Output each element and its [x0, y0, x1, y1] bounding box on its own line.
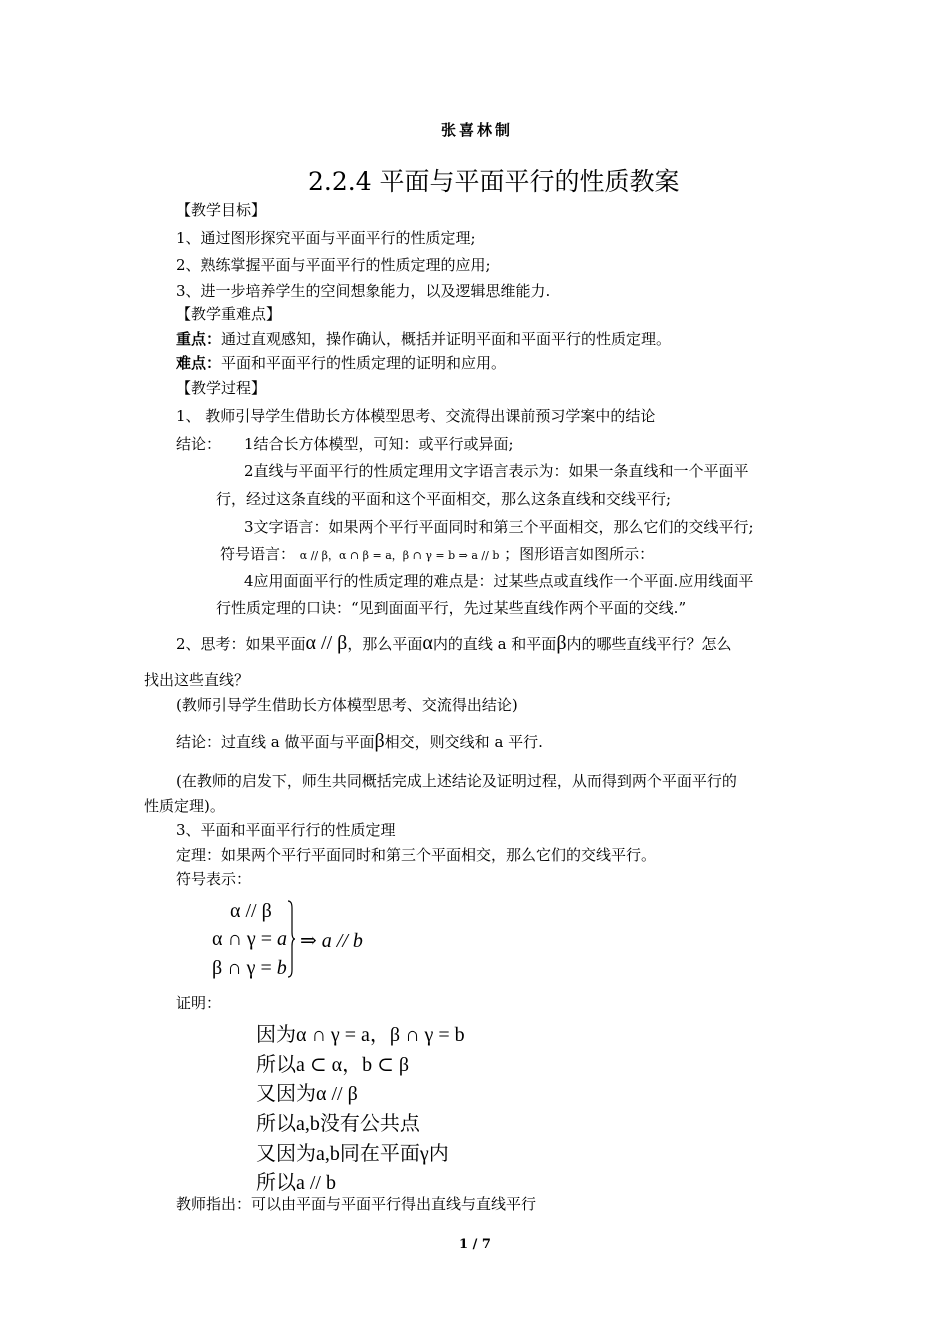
formula-line1: α // β: [230, 900, 272, 922]
key-difficult: [176, 356, 506, 371]
conclusion-4-line2: 行性质定理的口诀：“见到面面平行，先过某些直线作两个平面的交线.”: [216, 599, 687, 617]
formula-result: [300, 928, 363, 953]
formula-var: a // b: [321, 930, 363, 952]
proof-line: 所以a // b: [256, 1172, 336, 1194]
conclusion-1: 1结合长方体模型，可知：或平行或异面;: [244, 435, 514, 453]
summary-line2: 性质定理)。: [144, 797, 225, 815]
symbol-expression: α // β，α ∩ β = a，β ∩ γ = b ⇒ a // b: [299, 549, 500, 562]
question-2-conclusion: [176, 731, 543, 751]
section-goals: 【教学目标】: [176, 201, 267, 219]
question-2-note: (教师引导学生借助长方体模型思考、交流得出结论): [176, 696, 518, 714]
question-text: 内的直线 a 和平面: [432, 635, 557, 653]
conclusion-3-symbol-line: [220, 547, 654, 562]
parallel-symbol: α // β: [305, 632, 348, 654]
implies-symbol: ⇒: [300, 930, 322, 952]
proof-line: 又因为α // β: [256, 1083, 358, 1105]
formula-var: a: [277, 928, 288, 950]
question-text: ，那么平面: [347, 635, 423, 653]
conclusion-4-line1: 4应用面面平行的性质定理的难点是：过某些点或直线作一个平面.应用线面平: [244, 572, 754, 590]
process-step3: 3、平面和平面平行行的性质定理: [176, 821, 396, 839]
section-process: 【教学过程】: [176, 379, 267, 397]
question-2-line1: [176, 633, 732, 653]
difficult-text: 平面和平面平行的性质定理的证明和应用。: [221, 354, 507, 372]
beta-symbol: β: [374, 730, 385, 752]
proof-line: 所以a,b没有公共点: [256, 1113, 420, 1135]
formula-line2: [212, 928, 287, 951]
process-step1: 1、 教师引导学生借助长方体模型思考、交流得出课前预习学案中的结论: [176, 407, 656, 425]
right-brace-icon: [287, 900, 295, 978]
question-2-line2: 找出这些直线？: [144, 671, 250, 689]
conclusion-text: 结论：过直线 a 做平面与平面: [176, 733, 375, 751]
question-text: 内的哪些直线平行？怎么: [566, 635, 732, 653]
teacher-note: 教师指出：可以由平面与平面平行得出直线与直线平行: [176, 1195, 537, 1213]
graphic-language-text: ；图形语言如图所示：: [504, 545, 655, 563]
goal-item: 1、通过图形探究平面与平面平行的性质定理;: [176, 229, 476, 247]
symbol-label: 符号表示：: [176, 870, 252, 888]
proof-label: 证明：: [176, 994, 222, 1012]
important-label: 重点：: [176, 330, 222, 348]
theorem-text: 定理：如果两个平行平面同时和第三个平面相交，那么它们的交线平行。: [176, 846, 657, 864]
important-text: 通过直观感知，操作确认，概括并证明平面和平面平行的性质定理。: [221, 330, 672, 348]
formula-var: b: [276, 957, 287, 979]
proof-line: 因为α ∩ γ = a，β ∩ γ = b: [256, 1024, 465, 1046]
symbol-language-label: 符号语言：: [220, 545, 296, 563]
formula-text: α ∩ γ =: [212, 928, 278, 950]
beta-symbol: β: [556, 632, 567, 654]
section-key-points: 【教学重难点】: [176, 305, 282, 323]
summary-line1: (在教师的启发下，师生共同概括完成上述结论及证明过程，从而得到两个平面平行的: [176, 772, 737, 790]
conclusion-3-line1: 3文字语言：如果两个平行平面同时和第三个平面相交，那么它们的交线平行;: [244, 518, 754, 536]
page-number: 1 / 7: [459, 1237, 491, 1252]
alpha-symbol: α: [422, 632, 433, 654]
formula-text: β ∩ γ =: [212, 957, 277, 979]
proof-line: 又因为a,b同在平面γ内: [256, 1143, 449, 1165]
page-header: 张喜林制: [441, 121, 514, 139]
goal-item: 2、熟练掌握平面与平面平行的性质定理的应用;: [176, 256, 491, 274]
conclusion-2-line1: 2直线与平面平行的性质定理用文字语言表示为：如果一条直线和一个平面平: [244, 462, 749, 480]
conclusion-2-line2: 行，经过这条直线的平面和这个平面相交，那么这条直线和交线平行;: [216, 490, 672, 508]
difficult-label: 难点：: [176, 354, 222, 372]
goal-item: 3、进一步培养学生的空间想象能力，以及逻辑思维能力.: [176, 282, 551, 300]
conclusion-label: 结论：: [176, 435, 222, 453]
formula-line3: [212, 957, 287, 980]
proof-line: 所以a ⊂ α，b ⊂ β: [256, 1054, 410, 1076]
conclusion-text: 相交，则交线和 a 平行.: [384, 733, 543, 751]
question-text: 2、思考：如果平面: [176, 635, 306, 653]
key-important: [176, 332, 671, 347]
page-title: 2.2.4 平面与平面平行的性质教案: [308, 167, 680, 196]
